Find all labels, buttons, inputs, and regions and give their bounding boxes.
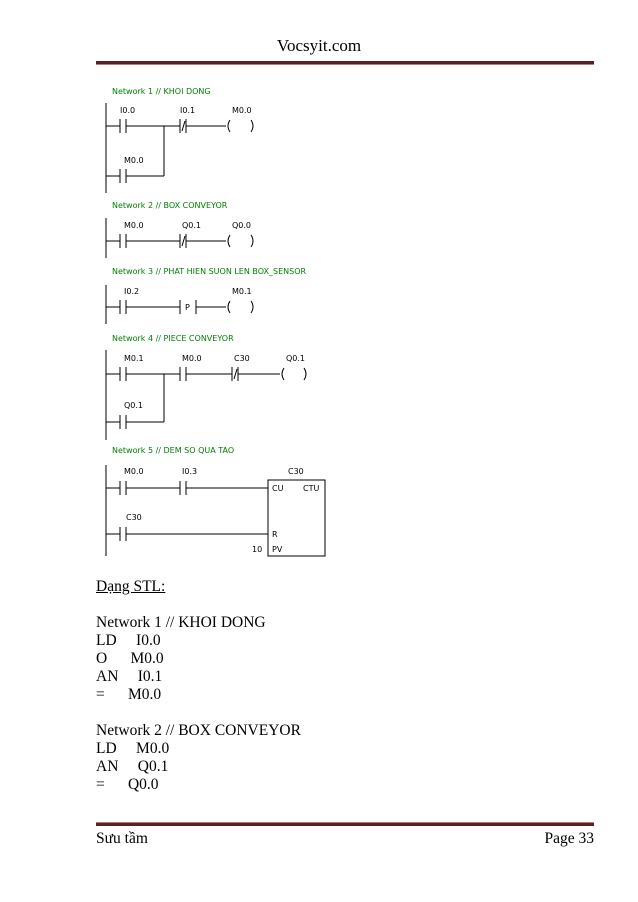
n3-edge-symbol: P — [185, 303, 190, 312]
n5-counter-name: C30 — [288, 467, 304, 476]
n1-parallel-contact: M0.0 — [124, 156, 144, 165]
network-3-title: Network 3 // PHAT HIEN SUON LEN BOX_SENSOR — [112, 267, 307, 276]
n1-coil: M0.0 — [232, 106, 252, 115]
stl-network-2 — [96, 722, 396, 794]
stl-instruction: AN Q0.1 — [96, 758, 169, 775]
n5-contact-1: M0.0 — [124, 467, 144, 476]
stl-section — [96, 578, 396, 794]
stl-instruction: = M0.0 — [96, 686, 162, 703]
n2-contact-1: M0.0 — [124, 221, 144, 230]
n5-cu-label: CU — [272, 484, 284, 493]
stl-heading: Dạng STL: — [96, 578, 166, 595]
n1-contact-2: I0.1 — [180, 106, 196, 115]
stl-network-title: Network 2 // BOX CONVEYOR — [96, 722, 301, 739]
page-header-title: Vocsyit.com — [276, 36, 362, 55]
n2-coil: Q0.0 — [232, 221, 252, 230]
n5-parallel-contact: C30 — [126, 513, 142, 522]
n4-coil: Q0.1 — [286, 354, 306, 363]
n4-contact-3: C30 — [234, 354, 250, 363]
header-rule-accent — [96, 64, 594, 65]
n5-ctu-label: CTU — [303, 484, 320, 493]
stl-instruction: AN I0.1 — [96, 668, 163, 685]
network-1-title: Network 1 // KHOI DONG — [112, 87, 211, 96]
n5-contact-2: I0.3 — [182, 467, 198, 476]
n4-contact-2: M0.0 — [182, 354, 202, 363]
n5-r-label: R — [272, 530, 278, 539]
stl-instruction: LD I0.0 — [96, 632, 161, 649]
stl-instruction: LD M0.0 — [96, 740, 170, 757]
n3-contact-1: I0.2 — [124, 287, 140, 296]
n2-contact-2: Q0.1 — [182, 221, 202, 230]
stl-network-1 — [96, 614, 396, 704]
stl-spacer — [96, 704, 396, 722]
n5-pv-label: PV — [272, 545, 283, 554]
n4-contact-1: M0.1 — [124, 354, 144, 363]
n4-parallel-contact: Q0.1 — [124, 401, 144, 410]
page-number: Page 33 — [544, 830, 594, 847]
ladder-svg — [96, 78, 356, 568]
stl-instruction: O M0.0 — [96, 650, 164, 667]
footer-source: Sưu tầm — [96, 830, 148, 847]
n1-contact-1: I0.0 — [120, 106, 136, 115]
stl-instruction: = Q0.0 — [96, 776, 159, 793]
n3-coil: M0.1 — [232, 287, 252, 296]
footer-rule — [96, 823, 594, 826]
network-2-title: Network 2 // BOX CONVEYOR — [112, 201, 228, 210]
stl-network-title: Network 1 // KHOI DONG — [96, 614, 266, 631]
n5-pv-value: 10 — [252, 545, 263, 554]
ladder-diagram — [96, 78, 356, 568]
network-5-title: Network 5 // DEM SO QUA TAO — [112, 446, 235, 455]
network-4-title: Network 4 // PIECE CONVEYOR — [112, 334, 234, 343]
